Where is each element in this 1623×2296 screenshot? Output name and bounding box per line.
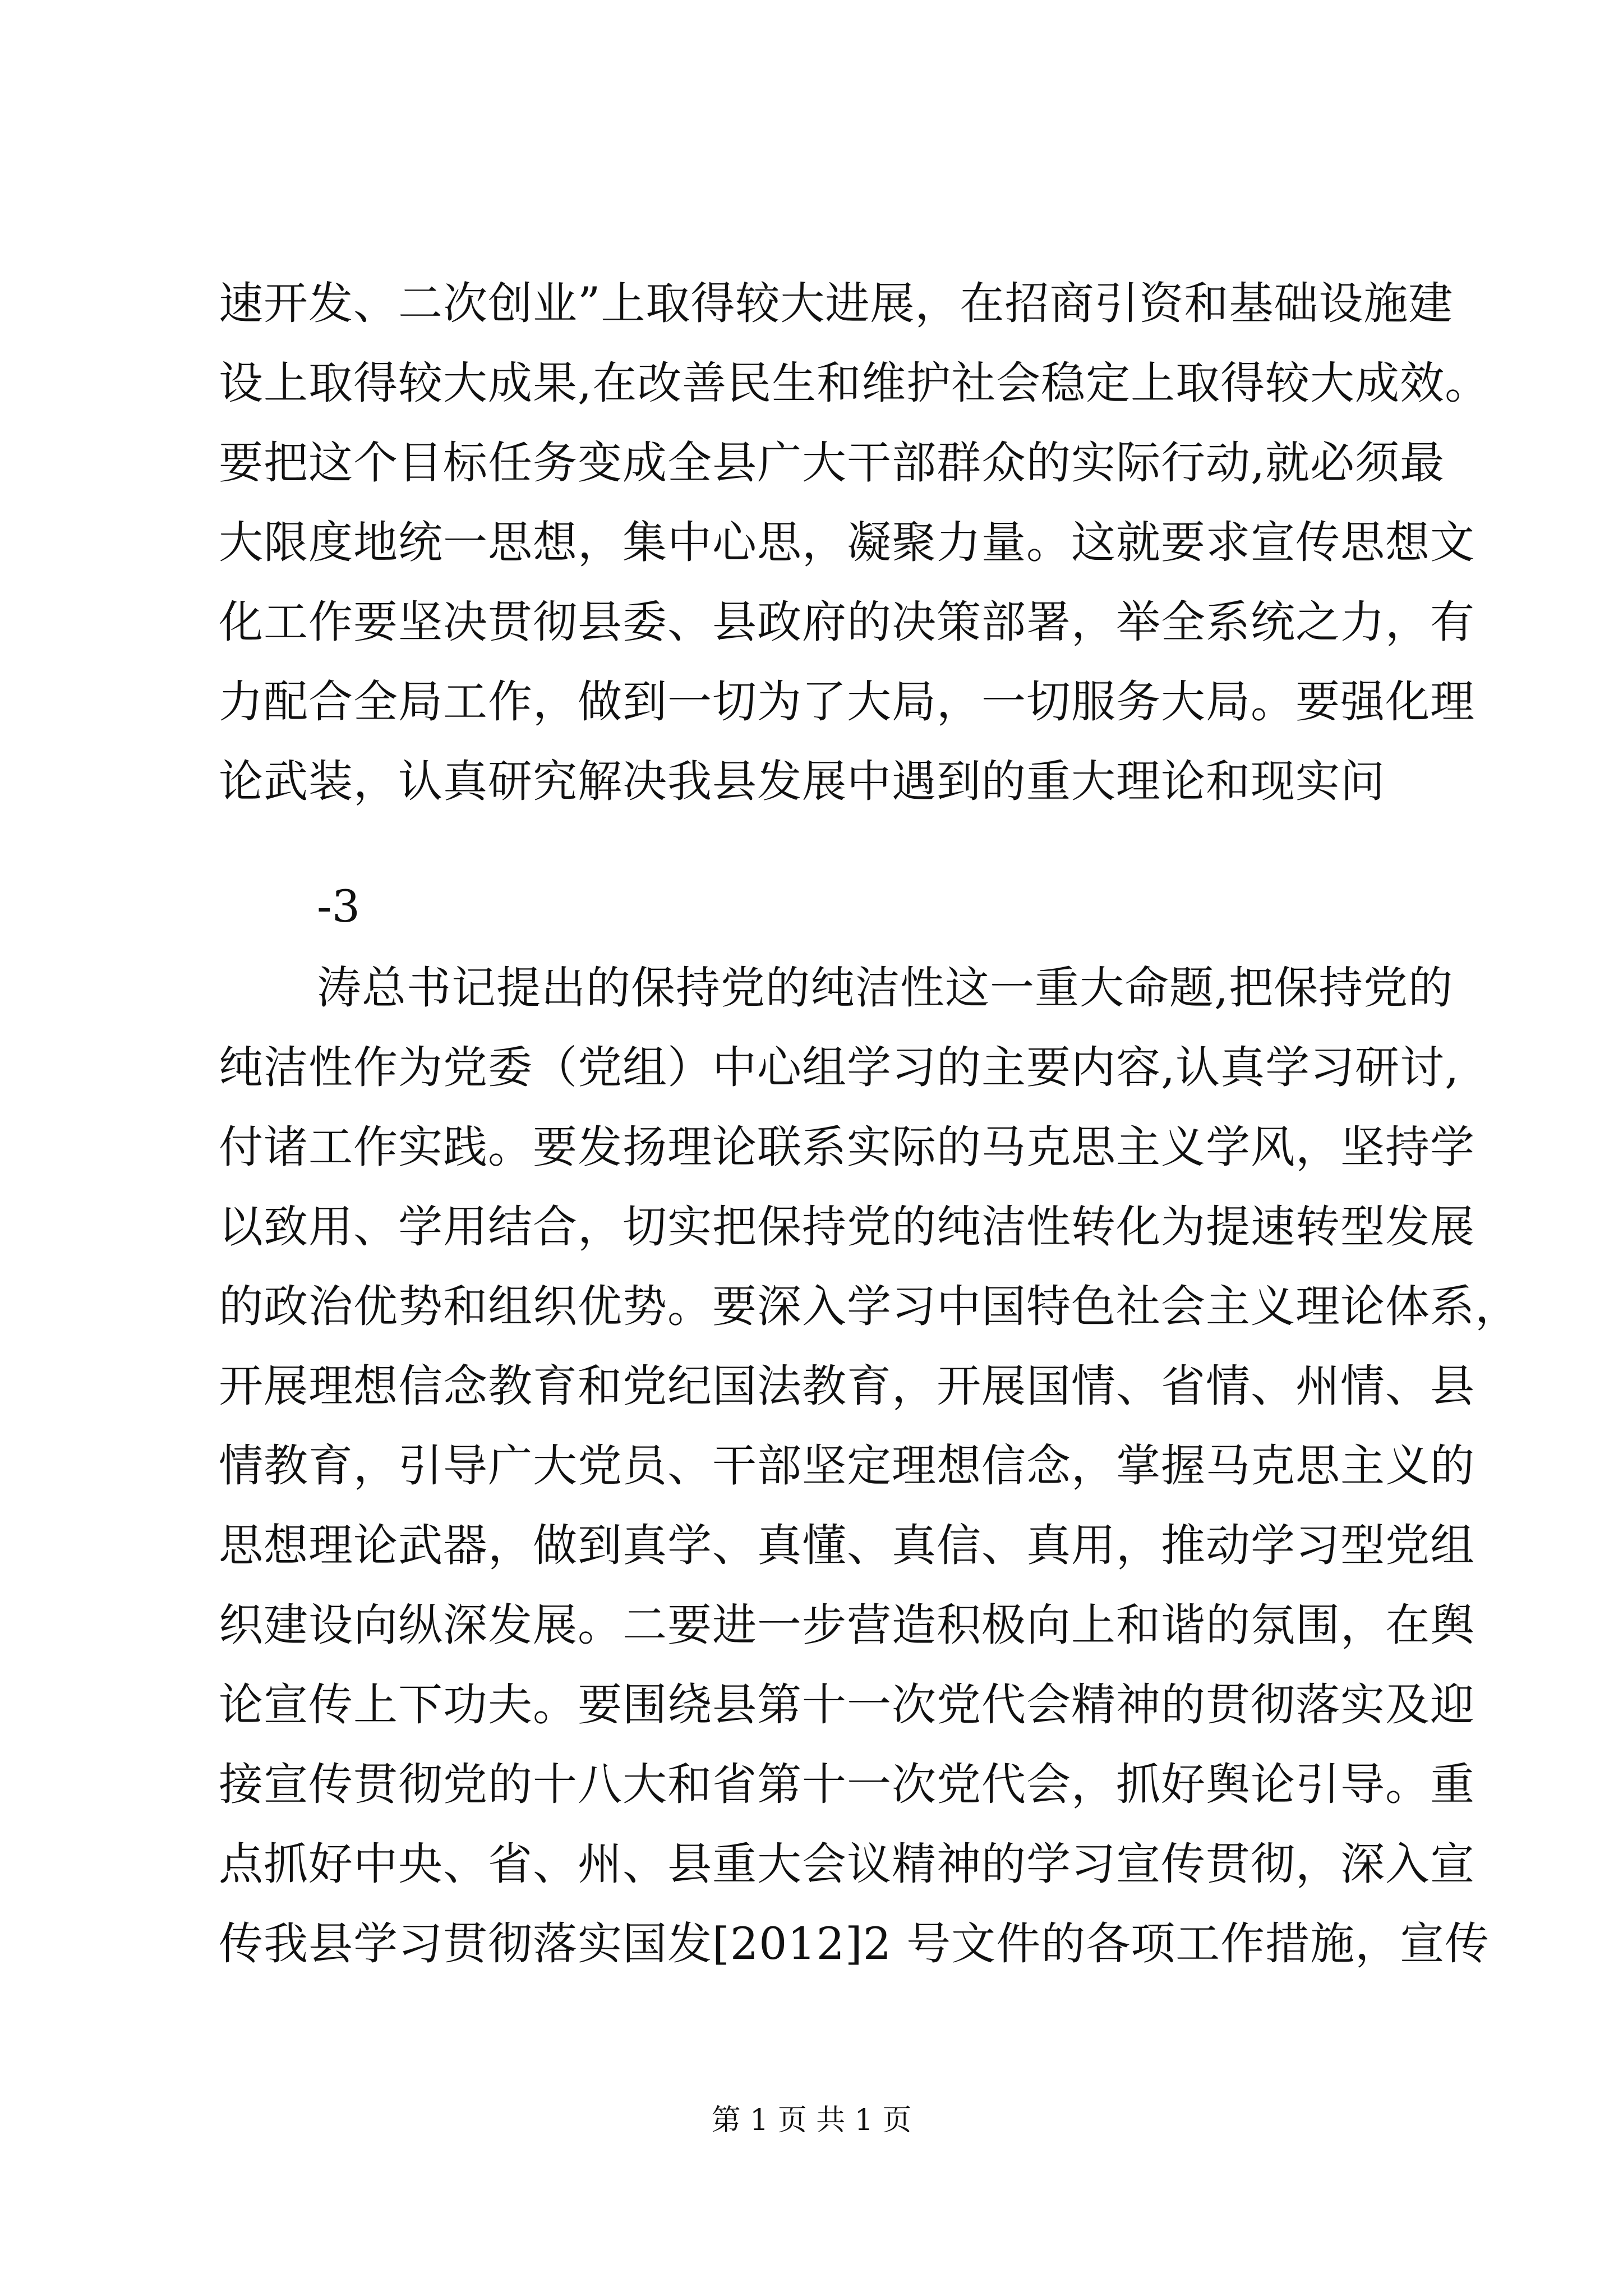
paragraph-first-line: 涛总书记提出的保持党的纯洁性这一重大命题,把保持党的 <box>317 962 1454 1014</box>
text-line: 设上取得较大成果,在改善民生和维护社会稳定上取得较大成效。 <box>219 357 1490 409</box>
page-footer: 第 1 页 共 1 页 <box>711 2104 912 2137</box>
text-line: 开展理想信念教育和党纪国法教育，开展国情、省情、州情、县 <box>219 1360 1475 1412</box>
text-line: 情教育，引导广大党员、干部坚定理想信念，掌握马克思主义的 <box>219 1440 1475 1492</box>
text-line: 要把这个目标任务变成全县广大干部群众的实际行动,就必须最 <box>219 437 1445 489</box>
text-line: 速开发、二次创业”上取得较大进展，在招商引资和基础设施建 <box>219 278 1454 329</box>
text-line: 纯洁性作为党委（党组）中心组学习的主要内容,认真学习研讨, <box>219 1042 1460 1093</box>
text-line: 织建设向纵深发展。二要进一步营造积极向上和谐的氛围，在舆 <box>219 1599 1475 1651</box>
text-line: 思想理论武器，做到真学、真懂、真信、真用，推动学习型党组 <box>219 1520 1475 1571</box>
text-line: 付诸工作实践。要发扬理论联系实际的马克思主义学风，坚持学 <box>219 1121 1475 1173</box>
text-line: 的政治优势和组织优势。要深入学习中国特色社会主义理论体系， <box>219 1281 1520 1332</box>
body-text-section-2 <box>219 948 1520 1984</box>
text-line: 力配合全局工作，做到一切为了大局，一切服务大局。要强化理 <box>219 676 1475 728</box>
page-marker: -3 <box>317 881 360 932</box>
body-text-section-1 <box>219 264 1490 821</box>
text-line: 传我县学习贯彻落实国发[2012]2 号文件的各项工作措施，宣传 <box>219 1918 1490 1970</box>
text-line: 论宣传上下功夫。要围绕县第十一次党代会精神的贯彻落实及迎 <box>219 1679 1475 1731</box>
text-line: 化工作要坚决贯彻县委、县政府的决策部署，举全系统之力，有 <box>219 596 1475 648</box>
text-line: 论武装，认真研究解决我县发展中遇到的重大理论和现实问 <box>219 756 1385 807</box>
text-line: 大限度地统一思想，集中心思，凝聚力量。这就要求宣传思想文 <box>219 517 1475 568</box>
text-line: 点抓好中央、省、州、县重大会议精神的学习宣传贯彻，深入宣 <box>219 1838 1475 1890</box>
text-line: 接宣传贯彻党的十八大和省第十一次党代会，抓好舆论引导。重 <box>219 1759 1475 1810</box>
text-line: 以致用、学用结合，切实把保持党的纯洁性转化为提速转型发展 <box>219 1201 1475 1253</box>
